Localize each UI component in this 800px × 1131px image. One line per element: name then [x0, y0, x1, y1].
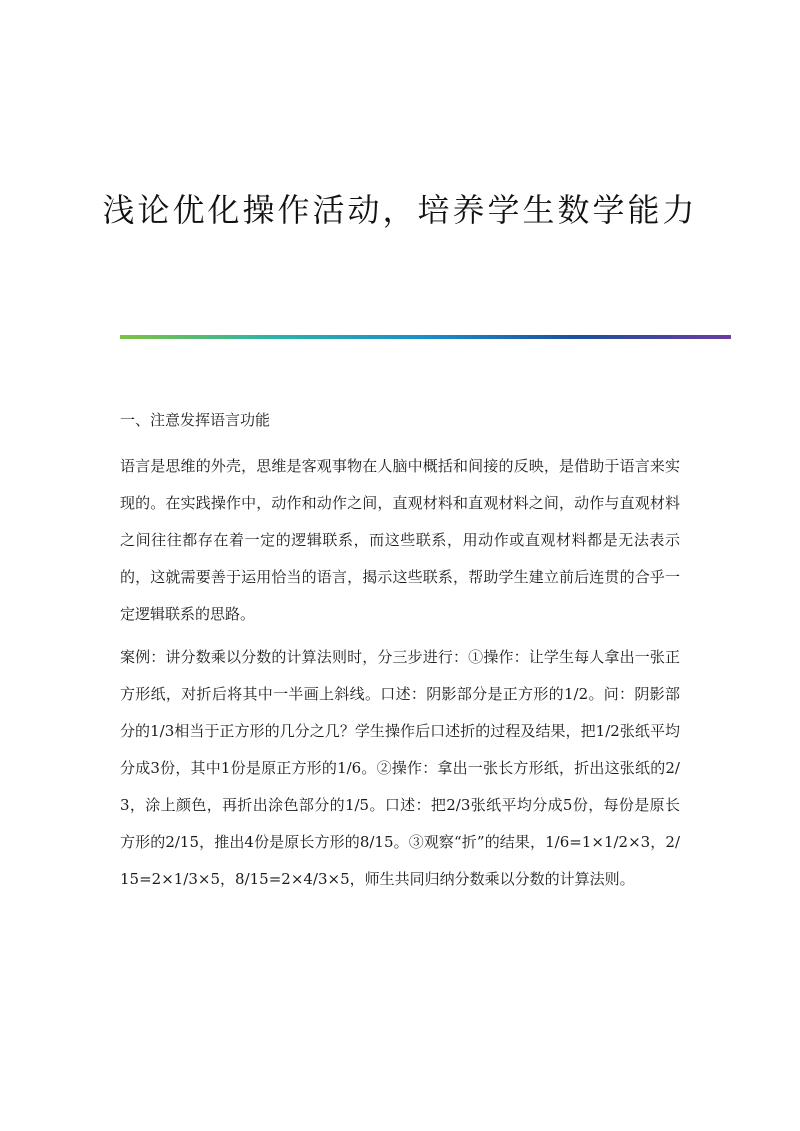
- document-title: 浅论优化操作活动，培养学生数学能力: [102, 191, 698, 229]
- section-heading: 一、注意发挥语言功能: [120, 411, 271, 429]
- gradient-divider: [120, 335, 731, 339]
- paragraph: 语言是思维的外壳，思维是客观事物在人脑中概括和间接的反映，是借助于语言来实现的。在实践操作中，动作和动作之间，直观材料和直观材料之间，动作与直观材料之间往往都存在着一定的逻辑联系，而这些联系，用动作或直观材料都是无法表示的，这就需要善于运用恰当的语言，揭示这些联系，帮助学生建立前后连贯的合乎一定逻辑联系的思路。: [120, 457, 680, 623]
- paragraph: 案例：讲分数乘以分数的计算法则时，分三步进行：①操作：让学生每人拿出一张正方形纸，对折后将其中一半画上斜线。口述：阴影部分是正方形的1/2。问：阴影部分的1/3相当于正方形的几分之几？学生操作后口述折的过程及结果，把1/2张纸平均分成3份，其中1份是原正方形的1/6。②操作：拿出一张长方形纸，折出这张纸的2/3，涂上颜色，再折出涂色部分的1/5。口述：把2/3张纸平均分成5份，每份是原长方形的2/15，推出4份是原长方形的8/15。③观察“折”的结果，1/6=1×1/2×3，2/15=2×1/3×5，8/15=2×4/3×5，师生共同归纳分数乘以分数的计算法则。: [120, 648, 680, 888]
- document-body: [120, 402, 680, 904]
